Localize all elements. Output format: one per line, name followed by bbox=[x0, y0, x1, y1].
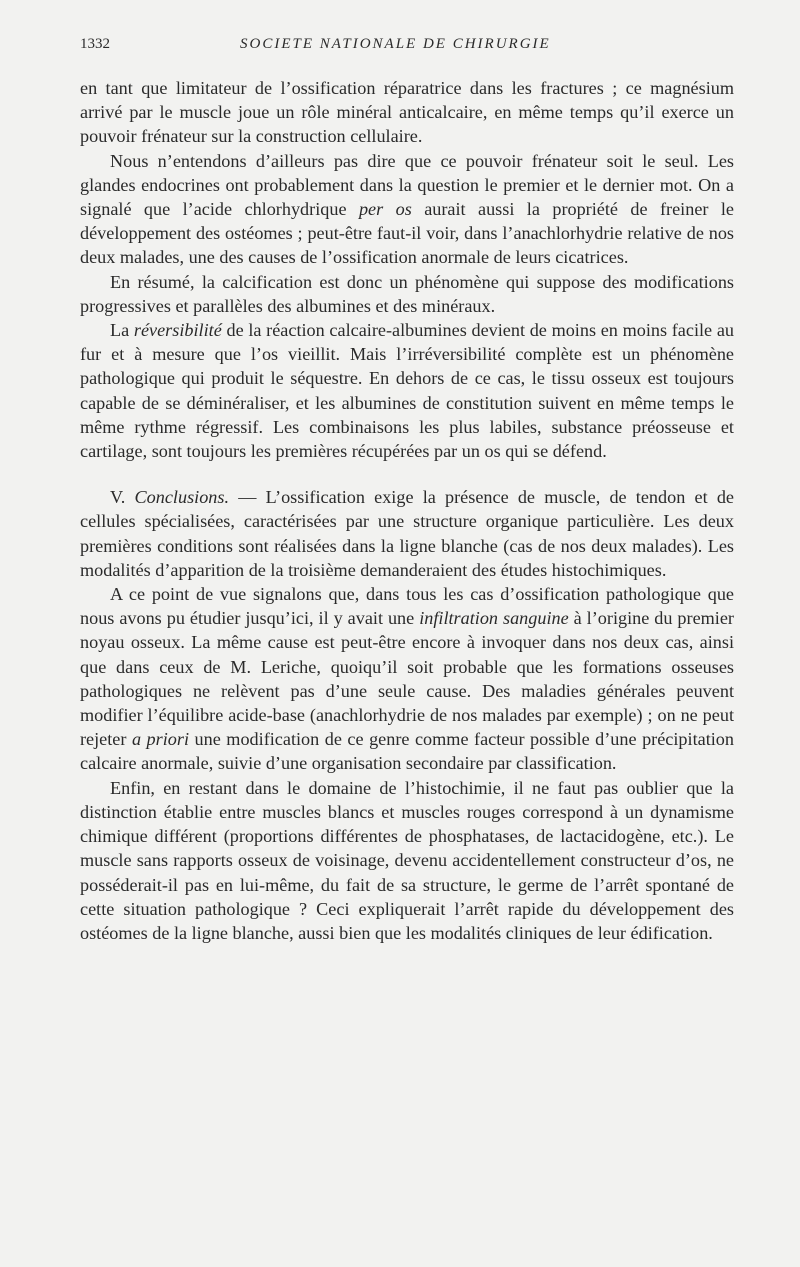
paragraph-5-text-c: — L’ossification exige la présence de muscle, de tendon et de cellules spécialisées, caractérisées par une structure organique particulière. Les deux premières conditions sont réalisées dans la ligne blanche (cas de nos deux malades). Les modalités d’apparition de la troisième demanderaient des études histochimiques. bbox=[80, 487, 734, 580]
paragraph-2-text-a: Nous n’entendons d’ailleurs pas dire que ce pouvoir frénateur soit le seul. Les glandes endocrines ont probablement dans la question le premier et le dernier mot. On a signalé que l’acide chlorhydrique bbox=[80, 150, 734, 220]
paragraph-4-text-a: La bbox=[110, 320, 134, 341]
paragraph-2-italic: per os bbox=[358, 199, 412, 220]
paragraph-4-italic: réversibilité bbox=[133, 320, 222, 341]
paragraph-2 bbox=[80, 149, 734, 270]
section-heading: Conclusions. bbox=[134, 487, 230, 508]
paragraph-6-text-a: A ce point de vue signalons que, dans tous les cas d’ossification pathologique que nous avons pu étudier jusqu’ici, il y avait une bbox=[80, 584, 734, 629]
paragraph-6-text-e: une modification de ce genre comme facteur possible d’une précipitation calcaire anormale, suivie d’une organisation secondaire par classification. bbox=[80, 729, 734, 774]
paragraph-4-text-c: de la réaction calcaire-albumines devient de moins en moins facile au fur et à mesure que l’os vieillit. Mais l’irréversibilité complète est un phénomène pathologique qui produit le séquestre. En dehors de ce cas, le tissu osseux est toujours capable de se déminéraliser, et les albumines de constitution suivent en même temps le même rythme régressif. Les combinaisons les plus labiles, substance préosseuse et cartilage, sont toujours les premières récupérées par un os qui se défend. bbox=[80, 320, 734, 462]
paragraph-3: En résumé, la calcification est donc un phénomène qui suppose des modifications progressives et parallèles des albumines et des minéraux. bbox=[80, 271, 734, 316]
section-number: V. bbox=[110, 487, 135, 508]
paragraph-5-conclusions bbox=[80, 485, 734, 582]
paragraph-1: en tant que limitateur de l’ossification réparatrice dans les fractures ; ce magnésium arrivé par le muscle joue un rôle minéral anticalcaire, en même temps qu’il exerce un pouvoir frénateur sur la construction cellulaire. bbox=[80, 78, 734, 147]
paragraph-2-text-c: aurait aussi la propriété de freiner le développement des ostéomes ; peut-être faut-il voir, dans l’anachlorhydrie relative de nos deux malades, une des causes de l’ossification anormale de leurs cicatrices. bbox=[80, 199, 734, 268]
paragraph-6-text-c: à l’origine du premier noyau osseux. La même cause est peut-être encore à invoquer dans nos deux cas, ainsi que dans ceux de M. Leriche, quoiqu’il soit probable que les formations osseuses pathologiques ne relèvent pas d’une seule cause. Des maladies générales peuvent modifier l’équilibre acide-base (anachlorhydrie de nos malades par exemple) ; on ne peut rejeter bbox=[80, 608, 734, 750]
page-header bbox=[80, 36, 734, 66]
paragraph-6-italic-1: infiltration sanguine bbox=[419, 608, 569, 629]
paragraph-6 bbox=[80, 582, 734, 776]
running-title: SOCIETE NATIONALE DE CHIRURGIE bbox=[240, 36, 551, 52]
page-number: 1332 bbox=[80, 36, 110, 52]
paragraph-6-italic-2: a priori bbox=[131, 729, 190, 750]
section-gap bbox=[80, 463, 734, 485]
paragraph-7: Enfin, en restant dans le domaine de l’histochimie, il ne faut pas oublier que la distinction établie entre muscles blancs et muscles rouges correspond à un dynamisme chimique différent (proportions différentes de phosphatases, de lactacidogène, etc.). Le muscle sans rapports osseux de voisinage, devenu accidentellement constructeur d’os, ne posséderait-il pas en lui-même, du fait de sa structure, le germe de l’arrêt spontané de cette situation pathologique ? Ceci expliquerait l’arrêt rapide du développement des ostéomes de la ligne blanche, aussi bien que les modalités cliniques de leur édification. bbox=[80, 777, 734, 943]
paragraph-4 bbox=[80, 318, 734, 463]
body-text bbox=[80, 76, 734, 945]
